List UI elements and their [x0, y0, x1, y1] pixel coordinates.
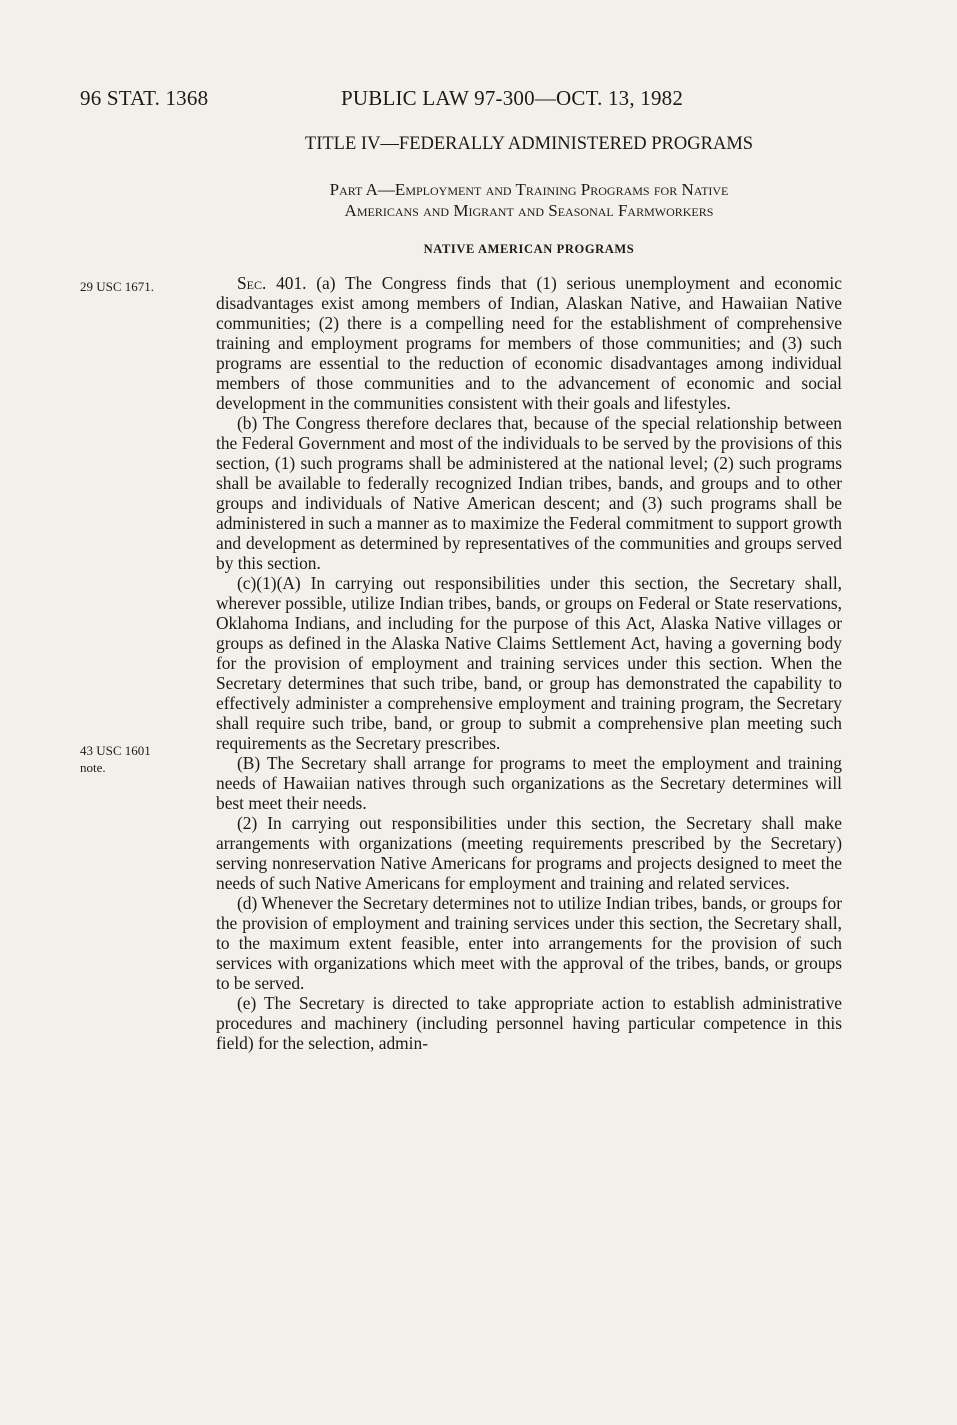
- margin-note-usc-1601: [80, 742, 151, 776]
- paragraph-d: (d) Whenever the Secretary determines not to utilize Indian tribes, bands, or groups for the provision of employment and training services under this section, the Secretary shall, to the maximum extent feasible, enter into arrangements for the provision of such services with organizations which meet with the approval of the tribes, bands, or groups to be served.: [216, 893, 842, 993]
- paragraph-c-b: (B) The Secretary shall arrange for programs to meet the employment and training needs of Hawaiian natives through such organizations as the Secretary determines will best meet their needs.: [216, 753, 842, 813]
- paragraph-e: (e) The Secretary is directed to take appropriate action to establish administrative procedures and machinery (including personnel having particular competence in this field) for the selection, admin-: [216, 993, 842, 1053]
- paragraph-a: [216, 273, 842, 413]
- running-header: PUBLIC LAW 97-300—OCT. 13, 1982: [341, 86, 684, 110]
- paragraph-c-2: (2) In carrying out responsibilities under this section, the Secretary shall make arrangements with organizations (meeting requirements prescribed by the Secretary) serving nonreservation Native Americans for programs and projects designed to meet the needs of such Native Americans for employment and training and related services.: [216, 813, 842, 893]
- margin-note-usc-1601-line-2: note.: [80, 760, 106, 775]
- section-label: Sec.: [237, 273, 267, 293]
- paragraph-b: (b) The Congress therefore declares that, because of the special relationship between the Federal Government and most of the individuals to be served by the provisions of this section, (1) such programs shall be administered at the national level; (2) such programs shall be available to federally recognized Indian tribes, bands, and groups and to other groups and individuals of Native American descent; and (3) such programs shall be administered in such a manner as to maximize the Federal commitment to support growth and development as determined by representatives of the communities and groups served by this section.: [216, 413, 842, 573]
- part-heading: [216, 179, 842, 221]
- part-heading-line-2: Americans and Migrant and Seasonal Farmworkers: [344, 201, 714, 220]
- margin-note-usc-1671: 29 USC 1671.: [80, 279, 155, 294]
- section-heading: NATIVE AMERICAN PROGRAMS: [423, 242, 635, 256]
- paragraph-a-text: 401. (a) The Congress finds that (1) serious unemployment and economic disadvantages exist among members of Indian, Alaskan Native, and Hawaiian Native communities; (2) there is a compelling need for the establishment of comprehensive training and employment programs for members of those communities; and (3) such programs are essential to the reduction of economic disadvantages among individual members of those communities and to the advancement of economic and social development in the communities consistent with their goals and lifestyles.: [216, 273, 842, 413]
- margin-note-usc-1601-line-1: 43 USC 1601: [80, 743, 151, 758]
- body-text: [216, 273, 842, 1053]
- paragraph-c-1-a: (c)(1)(A) In carrying out responsibilities under this section, the Secretary shall, wherever possible, utilize Indian tribes, bands, or groups on Federal or State reservations, Oklahoma Indians, and including for the purpose of this Act, Alaska Native villages or groups as defined in the Alaska Native Claims Settlement Act, having a governing body for the provision of employment and training services under this section. When the Secretary determines that such tribe, band, or group has demonstrated the capability to effectively administer a comprehensive employment and training program, the Secretary shall require such tribe, band, or group to submit a comprehensive plan meeting such requirements as the Secretary prescribes.: [216, 573, 842, 753]
- title-heading: TITLE IV—FEDERALLY ADMINISTERED PROGRAMS: [304, 134, 754, 154]
- part-heading-line-1: Part A—Employment and Training Programs for Native: [329, 180, 729, 199]
- statute-page-number: 96 STAT. 1368: [80, 86, 209, 110]
